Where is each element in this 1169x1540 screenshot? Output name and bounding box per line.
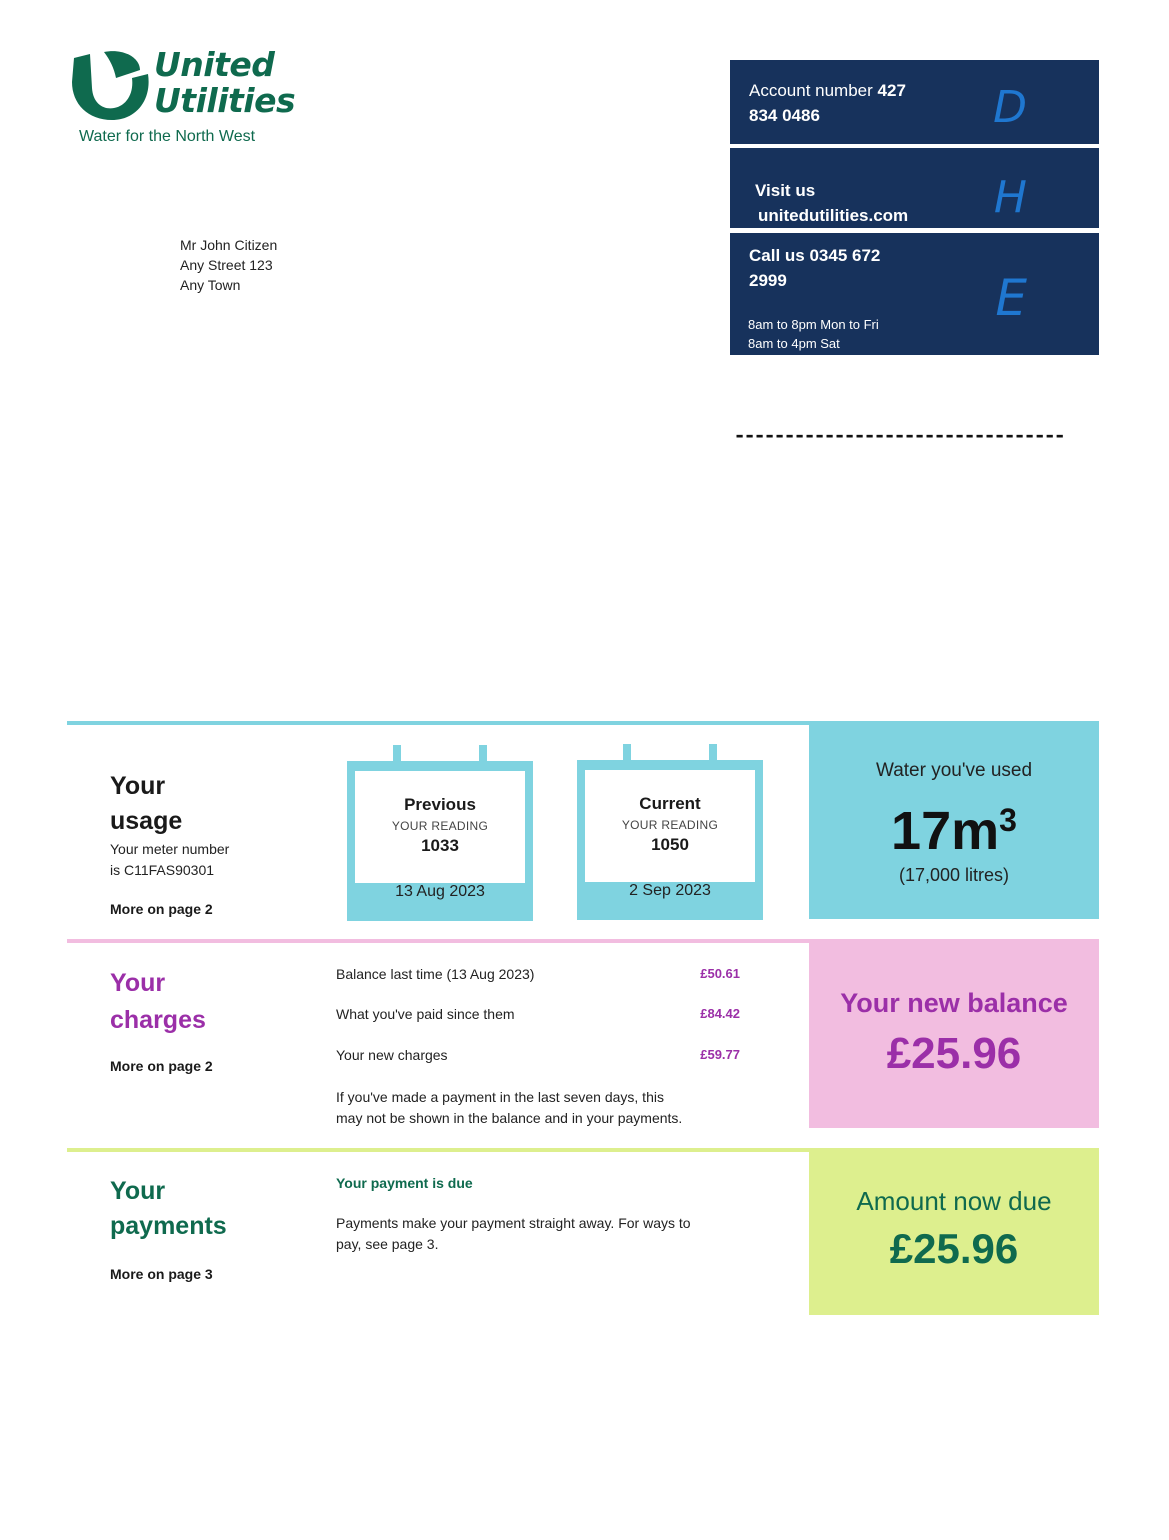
usage-more-link[interactable]: More on page 2	[110, 901, 213, 917]
charges-note-line2: may not be shown in the balance and in your payments.	[336, 1110, 683, 1126]
charges-note-line1: If you've made a payment in the last seven days, this	[336, 1089, 664, 1105]
payment-due-heading: Your payment is due	[336, 1175, 473, 1191]
meter-line1: Your meter number	[110, 841, 230, 857]
charge-label: Your new charges	[336, 1047, 448, 1063]
meter-line2: is C11FAS90301	[110, 862, 215, 878]
charges-note	[336, 1087, 682, 1129]
charge-row	[336, 1006, 740, 1022]
usage-title-line2: usage	[110, 807, 183, 835]
new-balance-label: Your new balance	[840, 988, 1068, 1018]
payments-more-link[interactable]: More on page 3	[110, 1266, 213, 1282]
panel-letter-h: H	[993, 172, 1027, 223]
current-date: 2 Sep 2023	[629, 882, 711, 899]
charges-title	[110, 966, 206, 1038]
charges-more-link[interactable]: More on page 2	[110, 1058, 213, 1074]
account-number-part2: 834 0486	[749, 106, 820, 125]
water-used-label: Water you've used	[875, 760, 1033, 781]
logo	[68, 44, 296, 154]
payment-text-line2: pay, see page 3.	[336, 1236, 439, 1252]
charge-amount: £50.61	[700, 966, 740, 981]
charges-divider	[67, 939, 809, 943]
amount-due-label: Amount now due	[856, 1186, 1052, 1216]
tear-off-line: ---------------------------------	[733, 424, 1064, 449]
water-used-box	[809, 721, 1099, 919]
payments-divider	[67, 1148, 809, 1152]
payment-instructions	[336, 1213, 691, 1255]
current-sub: YOUR READING	[621, 818, 719, 832]
current-title: Current	[639, 794, 701, 813]
payments-title	[110, 1174, 227, 1244]
current-value: 1050	[651, 835, 689, 854]
previous-sub: YOUR READING	[391, 819, 489, 833]
amount-due-box	[809, 1148, 1099, 1315]
usage-title-line1: Your	[110, 772, 166, 800]
payments-title-line1: Your	[110, 1177, 166, 1205]
charges-title-line1: Your	[110, 969, 166, 997]
charge-label: Balance last time (13 Aug 2023)	[336, 966, 535, 982]
hours-line2: 8am to 4pm Sat	[748, 336, 840, 351]
charge-row	[336, 1047, 740, 1063]
charges-title-line2: charges	[110, 1006, 206, 1034]
water-used-exponent: 3	[999, 802, 1017, 838]
address-line: Mr John Citizen	[180, 237, 278, 253]
hours-line1: 8am to 8pm Mon to Fri	[748, 317, 879, 332]
usage-divider	[67, 721, 809, 725]
payment-text-line1: Payments make your payment straight away. For ways to	[336, 1215, 691, 1231]
recipient-address	[180, 235, 277, 295]
charge-amount: £59.77	[700, 1047, 740, 1062]
previous-date: 13 Aug 2023	[395, 883, 485, 900]
brand-name-line1: United	[154, 45, 275, 84]
water-used-litres: (17,000 litres)	[898, 865, 1010, 885]
current-reading-calendar	[577, 744, 763, 920]
new-balance-value: £25.96	[886, 1029, 1022, 1078]
previous-title: Previous	[404, 795, 476, 814]
address-line: Any Town	[180, 277, 241, 293]
charge-amount: £84.42	[700, 1006, 740, 1021]
website-panel	[730, 148, 1099, 228]
address-line: Any Street 123	[180, 257, 273, 273]
united-utilities-logo-icon	[68, 48, 150, 122]
payments-title-line2: payments	[110, 1212, 227, 1240]
usage-title	[110, 769, 182, 839]
phone-panel	[730, 233, 1099, 355]
meter-number	[110, 839, 229, 881]
brand-name-line2: Utilities	[154, 81, 296, 120]
water-used-amount: 17m	[891, 801, 1000, 861]
new-balance-box	[809, 939, 1099, 1128]
call-line2: 2999	[749, 271, 787, 290]
amount-due-value: £25.96	[889, 1225, 1019, 1272]
charge-row	[336, 966, 740, 982]
website-link[interactable]: unitedutilities.com	[758, 206, 909, 225]
account-number-part1: 427	[877, 81, 906, 100]
panel-letter-d: D	[993, 82, 1027, 133]
account-label: Account number	[749, 81, 873, 100]
panel-letter-e: E	[995, 269, 1027, 327]
call-line1: Call us 0345 672	[749, 246, 881, 265]
account-number-panel	[730, 60, 1099, 144]
calendar-page	[355, 771, 525, 883]
water-used-value	[809, 790, 1099, 861]
brand-tagline: Water for the North West	[79, 128, 256, 145]
previous-reading-calendar	[347, 745, 533, 921]
previous-value: 1033	[421, 836, 459, 855]
calendar-page	[585, 770, 755, 882]
charge-label: What you've paid since them	[336, 1006, 515, 1022]
visit-label: Visit us	[755, 181, 816, 200]
